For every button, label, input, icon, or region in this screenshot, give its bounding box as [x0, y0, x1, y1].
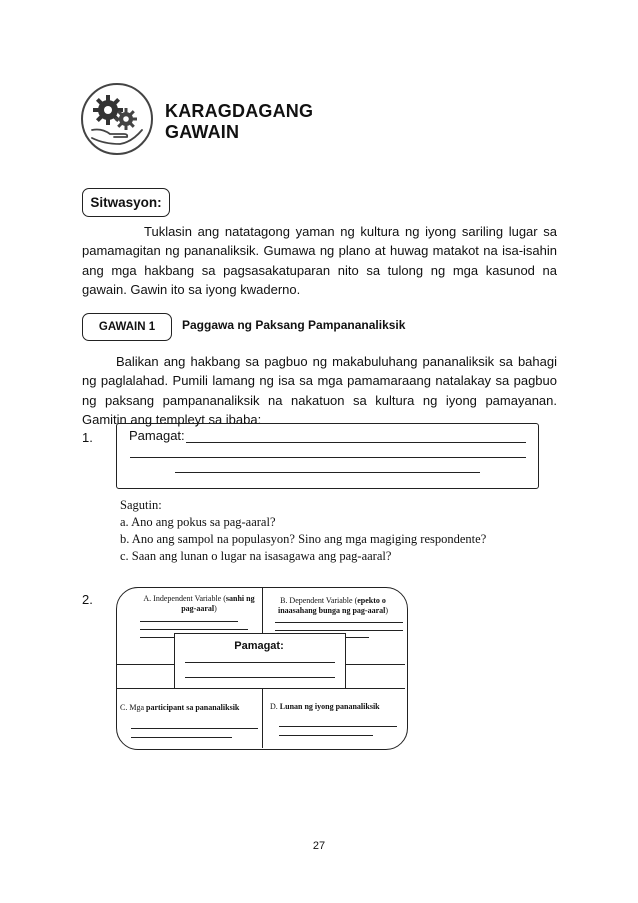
question-c: c. Saan ang lunan o lugar na isasagawa ang pag-aaral? [120, 549, 392, 563]
center-title-label: Pamagat: [234, 640, 284, 652]
title-answer-line[interactable] [130, 457, 526, 458]
participants-label: C. Mga participant sa pananaliksik [120, 703, 240, 712]
page-title: KARAGDAGANG GAWAIN [165, 101, 314, 142]
dependent-variable-label: B. Dependent Variable (epekto o inaasahang bunga ng pag-aaral) [277, 596, 389, 615]
center-title-line[interactable] [185, 662, 335, 663]
activity-label: GAWAIN 1 [82, 313, 172, 341]
answer-line[interactable] [140, 629, 248, 630]
title-label: Pamagat: [129, 428, 185, 443]
item-number-1: 1. [82, 430, 93, 445]
location-label: D. Lunan ng iyong pananaliksik [270, 702, 380, 711]
title-answer-line[interactable] [186, 442, 526, 443]
answer-line[interactable] [131, 728, 258, 729]
situation-label: Sitwasyon: [82, 188, 170, 217]
answer-line[interactable] [131, 737, 232, 738]
answer-line[interactable] [140, 621, 238, 622]
item-number-2: 2. [82, 592, 93, 607]
answer-line[interactable] [345, 637, 369, 638]
answer-heading: Sagutin: [120, 498, 162, 512]
small-gear-icon [115, 108, 137, 130]
answer-line[interactable] [140, 637, 175, 638]
activity-instructions: Balikan ang hakbang sa pagbuo ng makabuluhang pananaliksik sa bahagi ng paglalahad. Pumili lamang ng isa sa mga pamamaraang natalakay sa pagbuo ng paksang pampananaliksik na nakatuon sa kultura ng iyong pamayanan. Gamitin ang templeyt sa ibaba: [82, 354, 557, 427]
title-answer-line[interactable] [175, 472, 480, 473]
answer-line[interactable] [279, 735, 373, 736]
answer-line[interactable] [275, 630, 403, 631]
answer-line[interactable] [279, 726, 397, 727]
situation-paragraph: Tuklasin ang natatagong yaman ng kultura ng iyong sariling lugar sa pamamagitan ng pananaliksik. Gumawa ng plano at huwag matakot na isa-isahin ang mga hakbang sa pagsasakatuparan nito sa tulong ng mga kasunod na gawain. Gawin ito sa iyong kwaderno. [82, 224, 557, 297]
activity-title: Paggawa ng Paksang Pampananaliksik [182, 318, 406, 332]
center-title-line[interactable] [185, 677, 335, 678]
answer-line[interactable] [275, 622, 403, 623]
independent-variable-label: A. Independent Variable (sanhi ng pag-aaral) [143, 594, 255, 613]
gears-hand-logo [80, 82, 154, 156]
question-a: a. Ano ang pokus sa pag-aaral? [120, 515, 276, 529]
page-number: 27 [312, 840, 326, 852]
answer-questions [120, 497, 486, 565]
question-b: b. Ano ang sampol na populasyon? Sino ang mga magiging respondente? [120, 532, 487, 546]
